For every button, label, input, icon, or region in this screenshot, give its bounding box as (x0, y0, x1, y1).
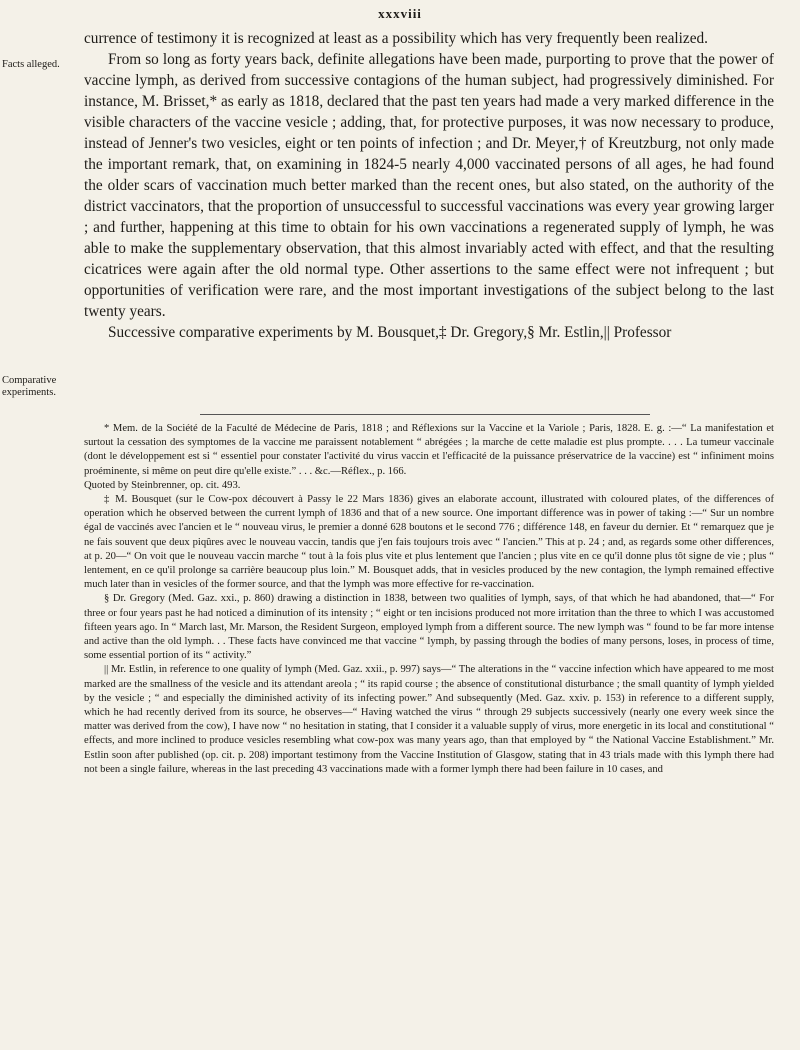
page-number: xxxviii (378, 6, 422, 21)
paragraph-continuation: currence of testimony it is recognized at least as a possibility which has very frequently been realized. (84, 30, 708, 47)
paragraph-facts-alleged: From so long as forty years back, definite allegations have been made, purporting to prove that the power of vaccine lymph, as derived from successive contagions of the human subject, had progressively diminished. For instance, M. Brisset,* as early as 1818, declared that the past ten years had made a very marked difference in the visible characters of the vaccine vesicle ; adding, that, for protective purposes, it was now necessary to produce, instead of Jenner's two vesicles, eight or ten points of infection ; and Dr. Meyer,† of Kreutzburg, not only made the important remark, that, on examining in 1824-5 nearly 4,000 vaccinated persons of all ages, he had found the older scars of vaccination much better marked than the recent ones, but also stated, on the authority of the district vaccinators, that the proportion of unsuccessful to successful vaccinations was every year growing larger ; and further, happening at this time to obtain for his own vaccinations a regenerated supply of lymph, he was able to make the supplementary observation, that this almost invariably acted with effect, and that the resulting cicatrices were again after the old normal type. Other assertions to the same effect were not infrequent ; but opportunities of verification were rare, and the most important investigations of the subject belong to the last twenty years. (84, 51, 774, 320)
main-text (84, 28, 774, 343)
margin-note-comparative-experiments: Comparative experiments. (2, 375, 57, 398)
paragraph-comparative-experiments: Successive comparative experiments by M. Bousquet,‡ Dr. Gregory,§ Mr. Estlin,|| Professor (108, 324, 672, 341)
footnote-estlin: || Mr. Estlin, in reference to one quality of lymph (Med. Gaz. xxii., p. 997) says—“ The alterations in the “ vaccine infection which have appeared to me most marked are the smallness of the vesicle and its attendant areola ; “ its rapid course ; the absence of constitutional disturbance ; the small quantity of lymph yielded by the vesicle ; “ and especially the diminished activity of its infecting power.” And subsequently (Med. Gaz. xxiv. p. 153) in reference to a different supply, which he had recently derived from its source, he observes—“ Having watched the virus “ through 29 subjects successively (nearly one every week since the matter was derived from the cow), I have now “ no hesitation in stating, that I consider it a valuable supply of virus, more energetic in its local and constitutional “ effects, and more inclined to produce vesicles resembling what cow-pox was many years ago, than that employed by “ the National Vaccine Establishment.” Mr. Estlin soon after published (op. cit. p. 208) important testimony from the Vaccine Institution of Glasgow, stating that in 43 trials made with this lymph there had not been a single failure, whereas in the last preceding 43 vaccinations made with a former lymph there had been failure in 10 cases, and (84, 664, 774, 775)
footnote-divider (200, 414, 650, 415)
margin-note-facts-alleged: Facts alleged. (2, 59, 60, 70)
footnotes (84, 422, 774, 777)
footnote-meyer-source: Quoted by Steinbrenner, op. cit. 493. (84, 479, 241, 491)
footnote-bousquet: ‡ M. Bousquet (sur le Cow-pox découvert à Passy le 22 Mars 1836) gives an elaborate account, illustrated with coloured plates, of the differences of operation which he observed between the current lymph of 1836 and that of a new source. One important difference was in power of taking :—“ Sur un nombre égal de vaccinés avec l'ancien et le “ nouveau virus, le premier a donné 628 boutons et le second 776 ; différence 148, en faveur du dernier. Et “ remarquez que je ne fais souvent que deux piqûres avec le nouveau vaccin, tandis que j'en fais toujours trois avec “ l'ancien.” This at p. 24 ; and, as regards some other differences, at p. 20—“ On voit que le nouveau vaccin marche “ tout à la fois plus vite et plus lentement que l'ancien ; plus vite en ce qu'il donne plus tôt signe de vie ; plus “ lentement, en ce qu'il prolonge sa carrière beaucoup plus loin.” M. Bousquet adds, that in vesicles produced by the new contagion, the lymph remained effective much later than in vesicles of the former source, and that the lymph was more effective for re-vaccination. (84, 494, 774, 591)
footnote-gregory: § Dr. Gregory (Med. Gaz. xxi., p. 860) drawing a distinction in 1838, between two qualities of lymph, says, of that which he had abandoned, that—“ For three or four years past he had noticed a diminution of its intensity ; “ eight or ten incisions produced not more irritation than the three to which I was accustomed fifteen years ago. In “ March last, Mr. Marson, the Resident Surgeon, employed lymph from a different source. The new lymph was “ found to be far more intense and active than the old lymph. . . These facts have convinced me that vaccine “ lymph, by passing through the bodies of many persons, loses, in process of time, some essential portion of its “ activity.” (84, 593, 774, 662)
footnote-brisset: * Mem. de la Société de la Faculté de Médecine de Paris, 1818 ; and Réflexions sur la Vaccine et la Variole ; Paris, 1828. E. g. :—“ La manifestation et surtout la cessation des symptomes de la vaccine me paraissent notablement “ abrégées ; la marche de cette maladie est plus prompte. . . . La tumeur vaccinale (dont le développement est si “ essentiel pour constater l'activité du virus vaccin et l'efficacité de la puissance préservatrice de la vaccine) est “ infiniment moins proéminente, si même on peut dire qu'elle existe.” . . . &c.—Réflex., p. 166. (84, 423, 774, 477)
